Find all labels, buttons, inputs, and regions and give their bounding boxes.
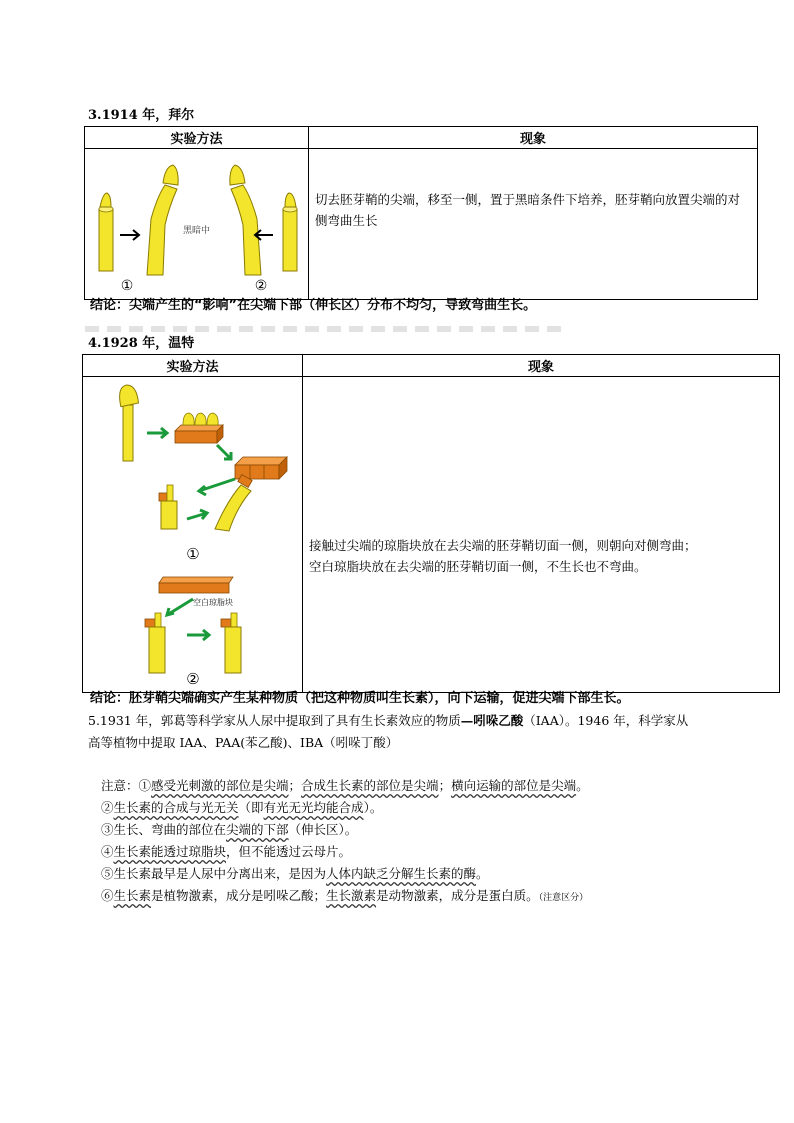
green-arrow-6	[187, 630, 209, 640]
section3-method-cell	[85, 149, 309, 300]
section3-col-method: 实验方法	[85, 127, 309, 149]
note-2	[101, 797, 382, 819]
note-4-end: ，但不能透过云母片。	[226, 844, 352, 859]
note-6-underline-2: 生长激素	[326, 888, 377, 903]
section5-text-bold: —吲哚乙酸	[460, 713, 524, 728]
note-4	[101, 841, 351, 863]
section5-line1	[88, 710, 688, 732]
note-2-prefix: ②	[101, 800, 114, 815]
note-6-small: （注意区分）	[538, 893, 589, 903]
note-1-underline-2: 合成生长素的部位是尖端	[301, 778, 439, 793]
dark-label: 黑暗中	[183, 226, 211, 236]
coleoptile-blank-block	[149, 627, 165, 673]
bent-coleoptile-result	[215, 485, 251, 531]
green-arrow-1	[147, 428, 167, 438]
section5-line2: 高等植物中提取 IAA、PAA(苯乙酸)、IBA（吲哚丁酸）	[88, 735, 399, 750]
went-experiment-figure	[83, 377, 303, 688]
section4-phenomenon-cell	[303, 377, 780, 693]
bent-coleoptile-1	[147, 185, 177, 275]
note-1-sep-2: ；	[438, 778, 452, 793]
note-3	[101, 819, 357, 841]
section3-phenomenon: 切去胚芽鞘的尖端，移至一侧，置于黑暗条件下培养，胚芽鞘向放置尖端的对侧弯曲生长	[309, 149, 758, 300]
green-arrow-3	[199, 479, 235, 495]
note-5	[101, 863, 489, 885]
note-4-underline-1: 生长素能透过琼脂块	[113, 844, 227, 859]
note-1	[101, 775, 589, 797]
bayliss-experiment-figure	[85, 149, 309, 295]
note-5-prefix: ⑤生长素最早是人尿中分离出来，是因为	[101, 866, 327, 881]
note-1-prefix: 注意：①	[101, 778, 152, 793]
tip-1	[100, 193, 111, 207]
note-3-end: （伸长区）。	[288, 822, 358, 837]
figure-mark-1: ①	[120, 278, 134, 294]
green-arrow-4	[187, 510, 207, 519]
light-arrow-2	[255, 230, 273, 240]
note-2-mid: （即	[238, 800, 264, 815]
section4-phenomenon-line1: 接触过尖端的琼脂块放在去尖端的胚芽鞘切面一侧，则朝向对侧弯曲；	[309, 538, 697, 553]
note-4-prefix: ④	[101, 844, 114, 859]
cut-coleoptile-1	[99, 209, 113, 271]
section4-heading: 4.1928 年，温特	[88, 336, 195, 351]
note-6	[101, 885, 588, 909]
green-arrow-5	[167, 599, 193, 615]
light-arrow-1	[120, 230, 139, 240]
note-1-end: 。	[576, 778, 589, 793]
note-1-underline-3: 横向运输的部位是尖端	[451, 778, 577, 793]
section3-table	[84, 126, 758, 300]
agar-block-with-tips	[175, 431, 217, 443]
note-6-underline-1: 生长素	[113, 888, 152, 903]
faded-text-strip	[85, 326, 565, 332]
section5-text-c: （IAA）。1946 年，科学家从	[523, 713, 689, 728]
note-5-underline-1: 人体内缺乏分解生长素的酶	[326, 866, 477, 881]
note-3-prefix: ③生长、弯曲的部位在	[101, 822, 227, 837]
note-6-mid-1: 是植物激素，成分是吲哚乙酸；	[151, 888, 327, 903]
section4-conclusion: 结论：胚芽鞘尖端确实产生某种物质（把这种物质叫生长素），向下运输，促进尖端下部生长。	[90, 691, 630, 706]
cut-coleoptile-2	[283, 209, 297, 271]
bent-coleoptile-2	[231, 185, 261, 275]
tip-2	[285, 193, 296, 207]
note-1-sep-1: ；	[288, 778, 302, 793]
note-2-underline-2: 有光无光均能合成	[263, 800, 364, 815]
blank-agar-block	[159, 583, 229, 593]
figure-mark-2: ②	[186, 670, 200, 688]
note-2-end: ）。	[363, 800, 383, 815]
coleoptile-tip	[117, 383, 139, 406]
figure-mark-1: ①	[186, 545, 200, 563]
note-3-underline-1: 尖端的下部	[226, 822, 289, 837]
note-2-underline-1: 生长素的合成与光无关	[113, 800, 239, 815]
note-6-prefix: ⑥	[101, 888, 114, 903]
section3-col-phenomenon: 现象	[309, 127, 758, 149]
note-6-mid-2: 是动物激素，成分是蛋白质。	[376, 888, 539, 903]
coleoptile-no-change	[225, 627, 241, 673]
note-5-end: 。	[476, 866, 489, 881]
section4-col-phenomenon: 现象	[303, 355, 780, 377]
section4-phenomenon-line2: 空白琼脂块放在去尖端的胚芽鞘切面一侧，不生长也不弯曲。	[309, 559, 647, 574]
section3-conclusion: 结论：尖端产生的“影响”在尖端下部（伸长区）分布不均匀，导致弯曲生长。	[90, 298, 537, 313]
section4-method-cell	[83, 377, 303, 693]
blank-agar-label: 空白琼脂块	[193, 598, 233, 607]
green-arrow-2	[217, 445, 231, 459]
figure-mark-2: ②	[254, 278, 268, 294]
section4-table	[82, 354, 780, 693]
section4-col-method: 实验方法	[83, 355, 303, 377]
note-1-underline-1: 感受光刺激的部位是尖端	[151, 778, 289, 793]
section3-heading: 3.1914 年，拜尔	[88, 108, 195, 123]
section5-text-a: 5.1931 年，郭葛等科学家从人尿中提取到了具有生长素效应的物质	[88, 713, 461, 728]
decapitated-coleoptile	[161, 501, 177, 529]
